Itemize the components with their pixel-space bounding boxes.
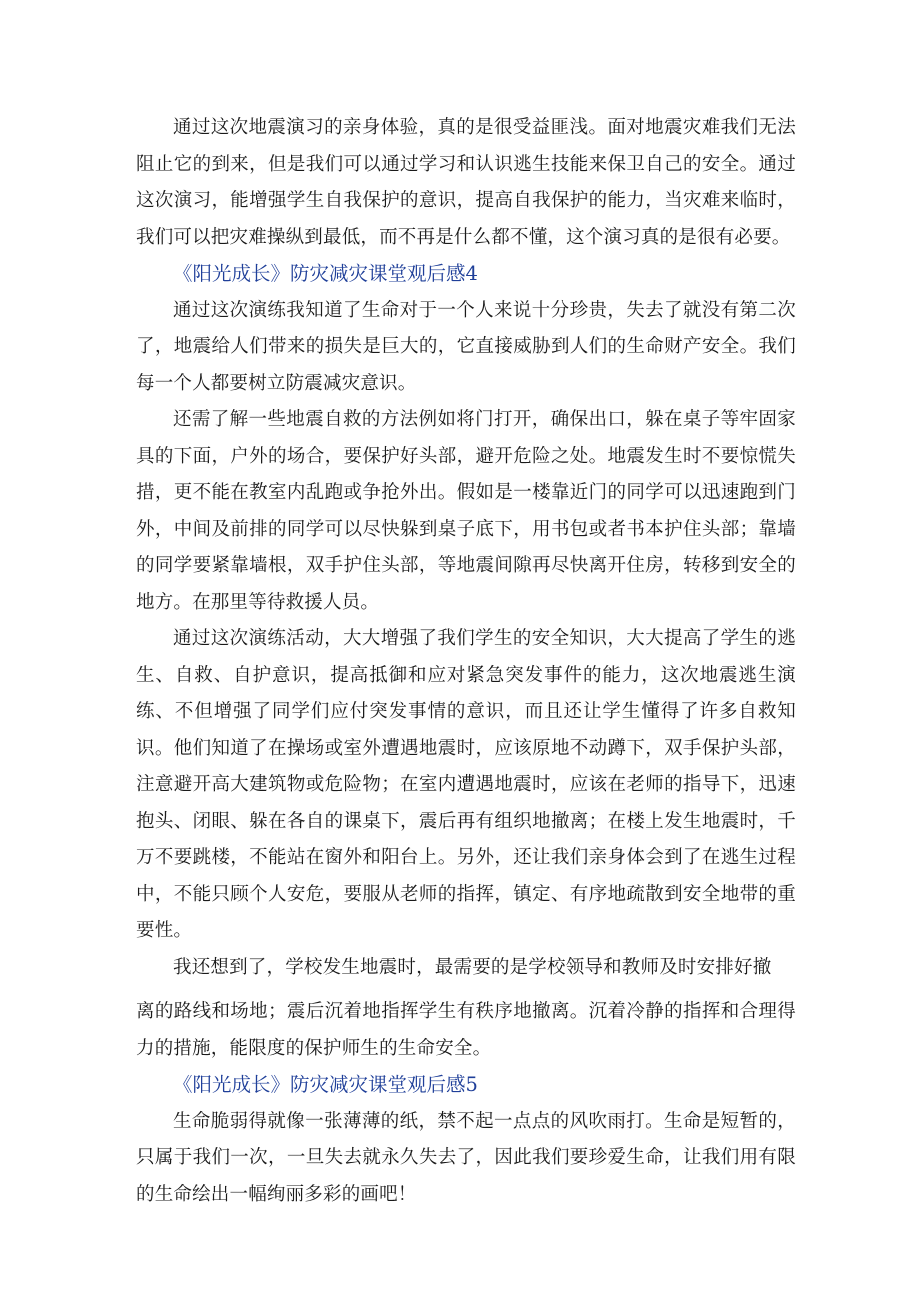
- paragraph-6: 生命脆弱得就像一张薄薄的纸，禁不起一点点的风吹雨打。生命是短暂的，只属于我们一次，一旦失去就永久失去了，因此我们要珍爱生命，让我们用有限的生命绘出一幅绚丽多彩的画吧！: [136, 1110, 796, 1205]
- paragraph-2: 通过这次演练我知道了生命对于一个人来说十分珍贵，失去了就没有第二次了，地震给人们带来的损失是巨大的，它直接威胁到人们的生命财产安全。我们每一个人都要树立防震减灾意识。: [136, 299, 796, 394]
- paragraph-3: 还需了解一些地震自救的方法例如将门打开，确保出口，躲在桌子等牢固家具的下面，户外的场合，要保护好头部，避开危险之处。地震发生时不要惊慌失措，更不能在教室内乱跑或争抢外出。假如是一楼靠近门的同学可以迅速跑到门外，中间及前排的同学可以尽快躲到桌子底下，用书包或者书本护住头部；靠墙的同学要紧靠墙根，双手护住头部，等地震间隙再尽快离开住房，转移到安全的地方。在那里等待救援人员。: [136, 409, 796, 613]
- paragraph-4: 通过这次演练活动，大大增强了我们学生的安全知识，大大提高了学生的逃生、自救、自护意识，提高抵御和应对紧急突发事件的能力，这次地震逃生演练、不但增强了同学们应付突发事情的意识，而且还让学生懂得了许多自救知识。他们知道了在操场或室外遭遇地震时，应该原地不动蹲下，双手保护头部，注意避开高大建筑物或危险物；在室内遭遇地震时，应该在老师的指导下，迅速抱头、闭眼、躲在各自的课桌下，震后再有组织地撤离；在楼上发生地震时，千万不要跳楼，不能站在窗外和阳台上。另外，还让我们亲身体会到了在逃生过程中，不能只顾个人安危，要服从老师的指挥，镇定、有序地疏散到安全地带的重要性。: [136, 628, 796, 941]
- section-heading-5: 《阳光成长》防灾减灾课堂观后感5: [173, 1073, 478, 1096]
- document-body: [136, 110, 796, 1213]
- paragraph-1: 通过这次地震演习的亲身体验，真的是很受益匪浅。面对地震灾难我们无法阻止它的到来，但是我们可以通过学习和认识逃生技能来保卫自己的安全。通过这次演习，能增强学生自我保护的意识，提高自我保护的能力，当灾难来临时，我们可以把灾难操纵到最低，而不再是什么都不懂，这个演习真的是很有必要。: [136, 117, 796, 248]
- section-heading-4: 《阳光成长》防灾减灾课堂观后感4: [173, 262, 478, 285]
- paragraph-5-continuation: 离的路线和场地；震后沉着地指挥学生有秩序地撤离。沉着冷静的指挥和合理得力的措施，能限度的保护师生的生命安全。: [136, 1001, 796, 1059]
- paragraph-5-first-line: 我还想到了，学校发生地震时，最需要的是学校领导和教师及时安排好撤: [173, 956, 772, 978]
